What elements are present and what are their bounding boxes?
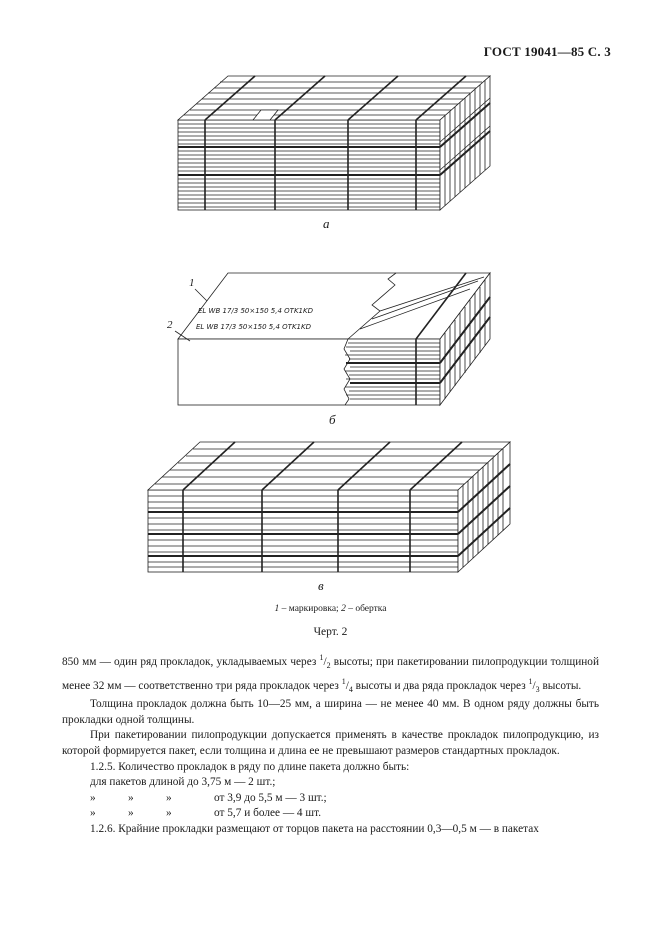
paragraph-3: При пакетировании пилопродукции допускается применять в качестве прокладок пилопродукцию, из которой формируется пакет, если толщина и длина ее не превышают размеров стандартных прокладок. [62, 729, 599, 757]
marking-line-2: EL WB 17/3 50×150 5,4 OTK1KD [196, 323, 311, 331]
p1-part-a: 850 мм — один ряд прокладок, укладываемых через [62, 655, 320, 668]
legend-num-1: 1 [274, 604, 280, 614]
p1-part-d: высоты. [539, 679, 582, 692]
figure-v-drawing [0, 432, 661, 582]
marking-line-1: EL WB 17/3 50×150 5,4 OTK1KD [198, 307, 313, 315]
p1-frac1-num: 1 [319, 653, 324, 662]
figure-b-drawing [0, 265, 661, 410]
list-row-2 [62, 806, 599, 822]
p1-frac3-num: 1 [528, 676, 533, 686]
callout-2: 2 [167, 319, 173, 331]
list-row-1 [62, 791, 599, 807]
paragraph-2: Толщина прокладок должна быть 10—25 мм, а ширина — не менее 40 мм. В одном ряду должны быть прокладки одной толщины. [62, 698, 599, 726]
ditto-mark: » [166, 791, 172, 804]
figure-a [0, 70, 661, 231]
legend-text-2: – обертка [345, 604, 387, 614]
p1-frac2-den: 4 [348, 684, 353, 694]
ditto-mark: » [90, 807, 96, 820]
page-header: ГОСТ 19041—85 С. 3 [483, 44, 611, 59]
p1-part-c: высоты и два ряда прокладок через [352, 679, 529, 692]
figure-legend [0, 604, 661, 614]
ditto-mark: » [128, 791, 134, 804]
figure-v-label: в [318, 578, 324, 593]
figure-v [0, 432, 661, 593]
figure-b [0, 265, 661, 427]
body-text [62, 650, 599, 838]
ditto-mark: » [90, 791, 96, 804]
figure-b-label: б [329, 412, 336, 427]
paragraph-6: 1.2.6. Крайние прокладки размещают от торцов пакета на расстоянии 0,3—0,5 м — в пакетах [90, 822, 539, 835]
figure-a-drawing [0, 70, 661, 220]
paragraph-4: 1.2.5. Количество прокладок в ряду по длине пакета должно быть: [90, 760, 410, 773]
figure-caption: Черт. 2 [313, 626, 348, 638]
legend-num-2: 2 [341, 604, 346, 614]
p1-part-b: высоты; при пакетировании пилопродукции толщиной менее 32 мм — соответственно три ряда прокладок через [62, 655, 600, 692]
ditto-mark: » [128, 807, 134, 820]
list-row-1-text: от 3,9 до 5,5 м — 3 шт.; [214, 791, 327, 804]
ditto-mark: » [166, 807, 172, 820]
p1-frac2-num: 1 [341, 676, 346, 686]
list-row-2-text: от 5,7 и более — 4 шт. [214, 807, 322, 820]
paragraph-5: для пакетов длиной до 3,75 м — 2 шт.; [90, 776, 276, 789]
legend-text-1: – маркировка; [279, 604, 342, 614]
callout-1: 1 [189, 277, 195, 289]
p1-frac3-den: 3 [535, 684, 540, 694]
figure-a-label: а [323, 216, 330, 231]
p1-frac1-den: 2 [326, 661, 331, 671]
paragraph-1: 850 мм — один ряд прокладок, укладываемых через $^1/_2$ высоты; при пакетировании пилопродукции толщиной менее 32 мм — соответственно три ряда прокладок через $^1/_4$ высоты и два ряда прокладок через $^1/_3$ высоты. [62, 653, 600, 694]
